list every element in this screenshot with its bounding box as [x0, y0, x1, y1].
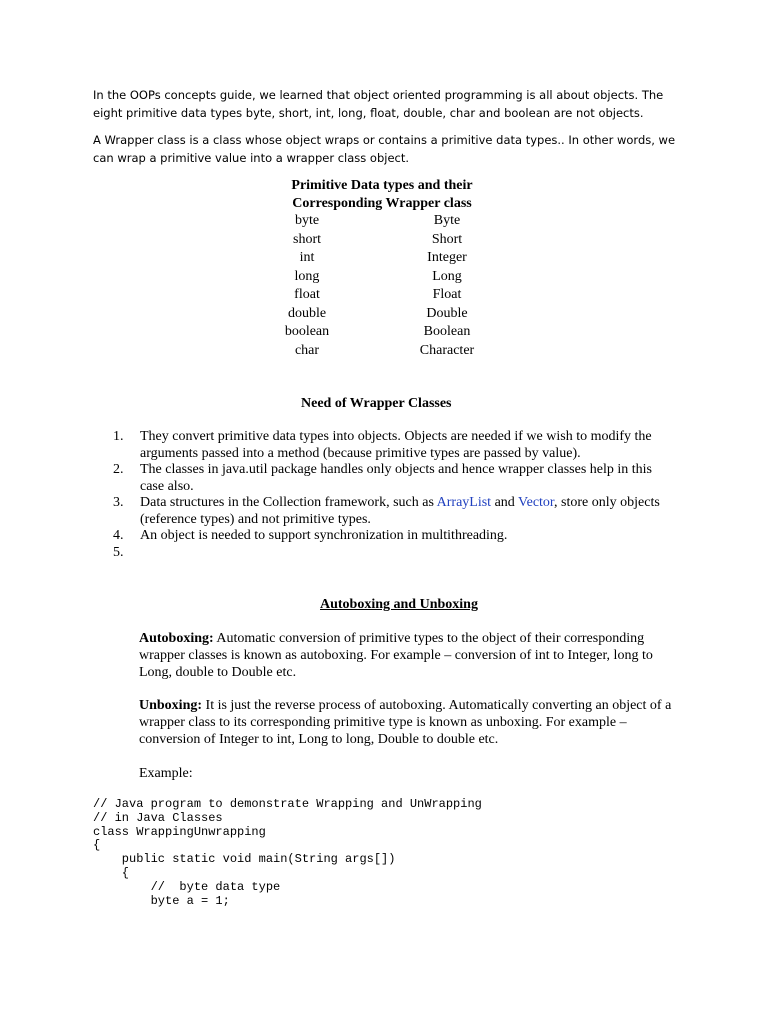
table-title-line-2: Corresponding Wrapper class — [292, 195, 472, 211]
wrapper-class-cell: Boolean — [423, 324, 471, 339]
primitive-type-cell: short — [293, 231, 321, 247]
list-item-text: An object is needed to support synchronization in multithreading. — [140, 528, 508, 543]
list-item — [113, 495, 673, 528]
list-number: 1. — [113, 429, 124, 444]
code-block — [93, 798, 482, 908]
primitive-type-cell: long — [294, 268, 320, 284]
table-row — [232, 323, 532, 342]
table-title-line-1: Primitive Data types and their — [291, 178, 473, 193]
wrapper-class-table — [232, 177, 532, 360]
list-number: 4. — [113, 528, 124, 543]
wrapper-class-cell: Float — [432, 287, 462, 302]
list-item-text: They convert primitive data types into objects. Objects are needed if we wish to modify the arguments passed into a method (because primitive types are passed by value). — [140, 429, 652, 461]
list-item — [113, 429, 673, 462]
list-item-text-mid: and — [491, 495, 519, 510]
list-number: 2. — [113, 462, 124, 477]
primitive-type-cell: float — [294, 287, 320, 302]
wrapper-class-cell: Double — [426, 305, 468, 321]
code-line: { — [93, 865, 130, 880]
unboxing-label: Unboxing: — [139, 698, 203, 713]
table-row — [232, 231, 532, 250]
table-row — [232, 286, 532, 305]
arraylist-link[interactable]: ArrayList — [436, 495, 492, 510]
unboxing-paragraph — [139, 698, 679, 748]
code-line: // Java program to demonstrate Wrapping and UnWrapping — [93, 797, 482, 811]
table-row — [232, 342, 532, 361]
autoboxing-text: Automatic conversion of primitive types to the object of their corresponding wrapper classes is known as autoboxing. For example – conversion of int to Integer, long to Long, double to Double etc. — [139, 631, 653, 680]
example-label: Example: — [139, 766, 193, 781]
wrapper-class-cell: Integer — [427, 250, 467, 265]
intro-paragraph-2: A Wrapper class is a class whose object wraps or contains a primitive data types.. In other words, we can wrap a primitive value into a wrapper class object. — [93, 133, 676, 165]
primitive-type-cell: byte — [294, 213, 320, 228]
code-line: public static void main(String args[]) — [93, 852, 396, 867]
table-title — [232, 177, 532, 212]
wrapper-class-cell: Short — [431, 231, 463, 247]
code-line: // in Java Classes — [93, 810, 223, 825]
list-number: 3. — [113, 495, 124, 510]
autoboxing-label: Autoboxing: — [139, 631, 214, 646]
list-item — [113, 462, 673, 495]
primitive-type-cell: double — [287, 305, 327, 321]
table-row — [232, 212, 532, 231]
code-line: class WrappingUnwrapping — [93, 824, 266, 839]
wrapper-class-cell: Character — [419, 342, 475, 358]
wrapper-class-cell: Long — [432, 268, 462, 284]
list-item — [113, 528, 673, 545]
list-number: 5. — [113, 544, 124, 560]
need-heading: Need of Wrapper Classes — [301, 396, 452, 411]
need-list — [113, 429, 673, 561]
list-item — [113, 545, 673, 562]
code-line: byte a = 1; — [93, 893, 230, 908]
vector-link[interactable]: Vector — [518, 495, 555, 510]
list-item-text: The classes in java.util package handles only objects and hence wrapper classes help in this case also. — [140, 462, 652, 494]
list-item-text-pre: Data structures in the Collection framework, such as — [140, 495, 437, 510]
intro-paragraph-1: In the OOPs concepts guide, we learned that object oriented programming is all about objects. The eight primitive data types byte, short, int, long, float, double, char and boolean are not objects. — [93, 88, 664, 120]
wrapper-class-cell: Byte — [433, 213, 461, 228]
list-item-text-post: , store only objects (reference types) and not primitive types. — [140, 495, 660, 527]
table-row — [232, 268, 532, 287]
autoboxing-paragraph — [139, 631, 679, 681]
table-row — [232, 305, 532, 324]
unboxing-text: It is just the reverse process of autoboxing. Automatically converting an object of a wrapper class to its corresponding primitive type is known as unboxing. For example – conversion of Integer to int, Long to long, Double to double etc. — [139, 698, 672, 747]
code-line: { — [93, 838, 101, 853]
autoboxing-heading: Autoboxing and Unboxing — [320, 597, 478, 612]
table-row — [232, 249, 532, 268]
code-line: // byte data type — [93, 879, 281, 894]
primitive-type-cell: char — [294, 342, 320, 358]
primitive-type-cell: int — [299, 250, 315, 265]
primitive-type-cell: boolean — [284, 324, 330, 339]
